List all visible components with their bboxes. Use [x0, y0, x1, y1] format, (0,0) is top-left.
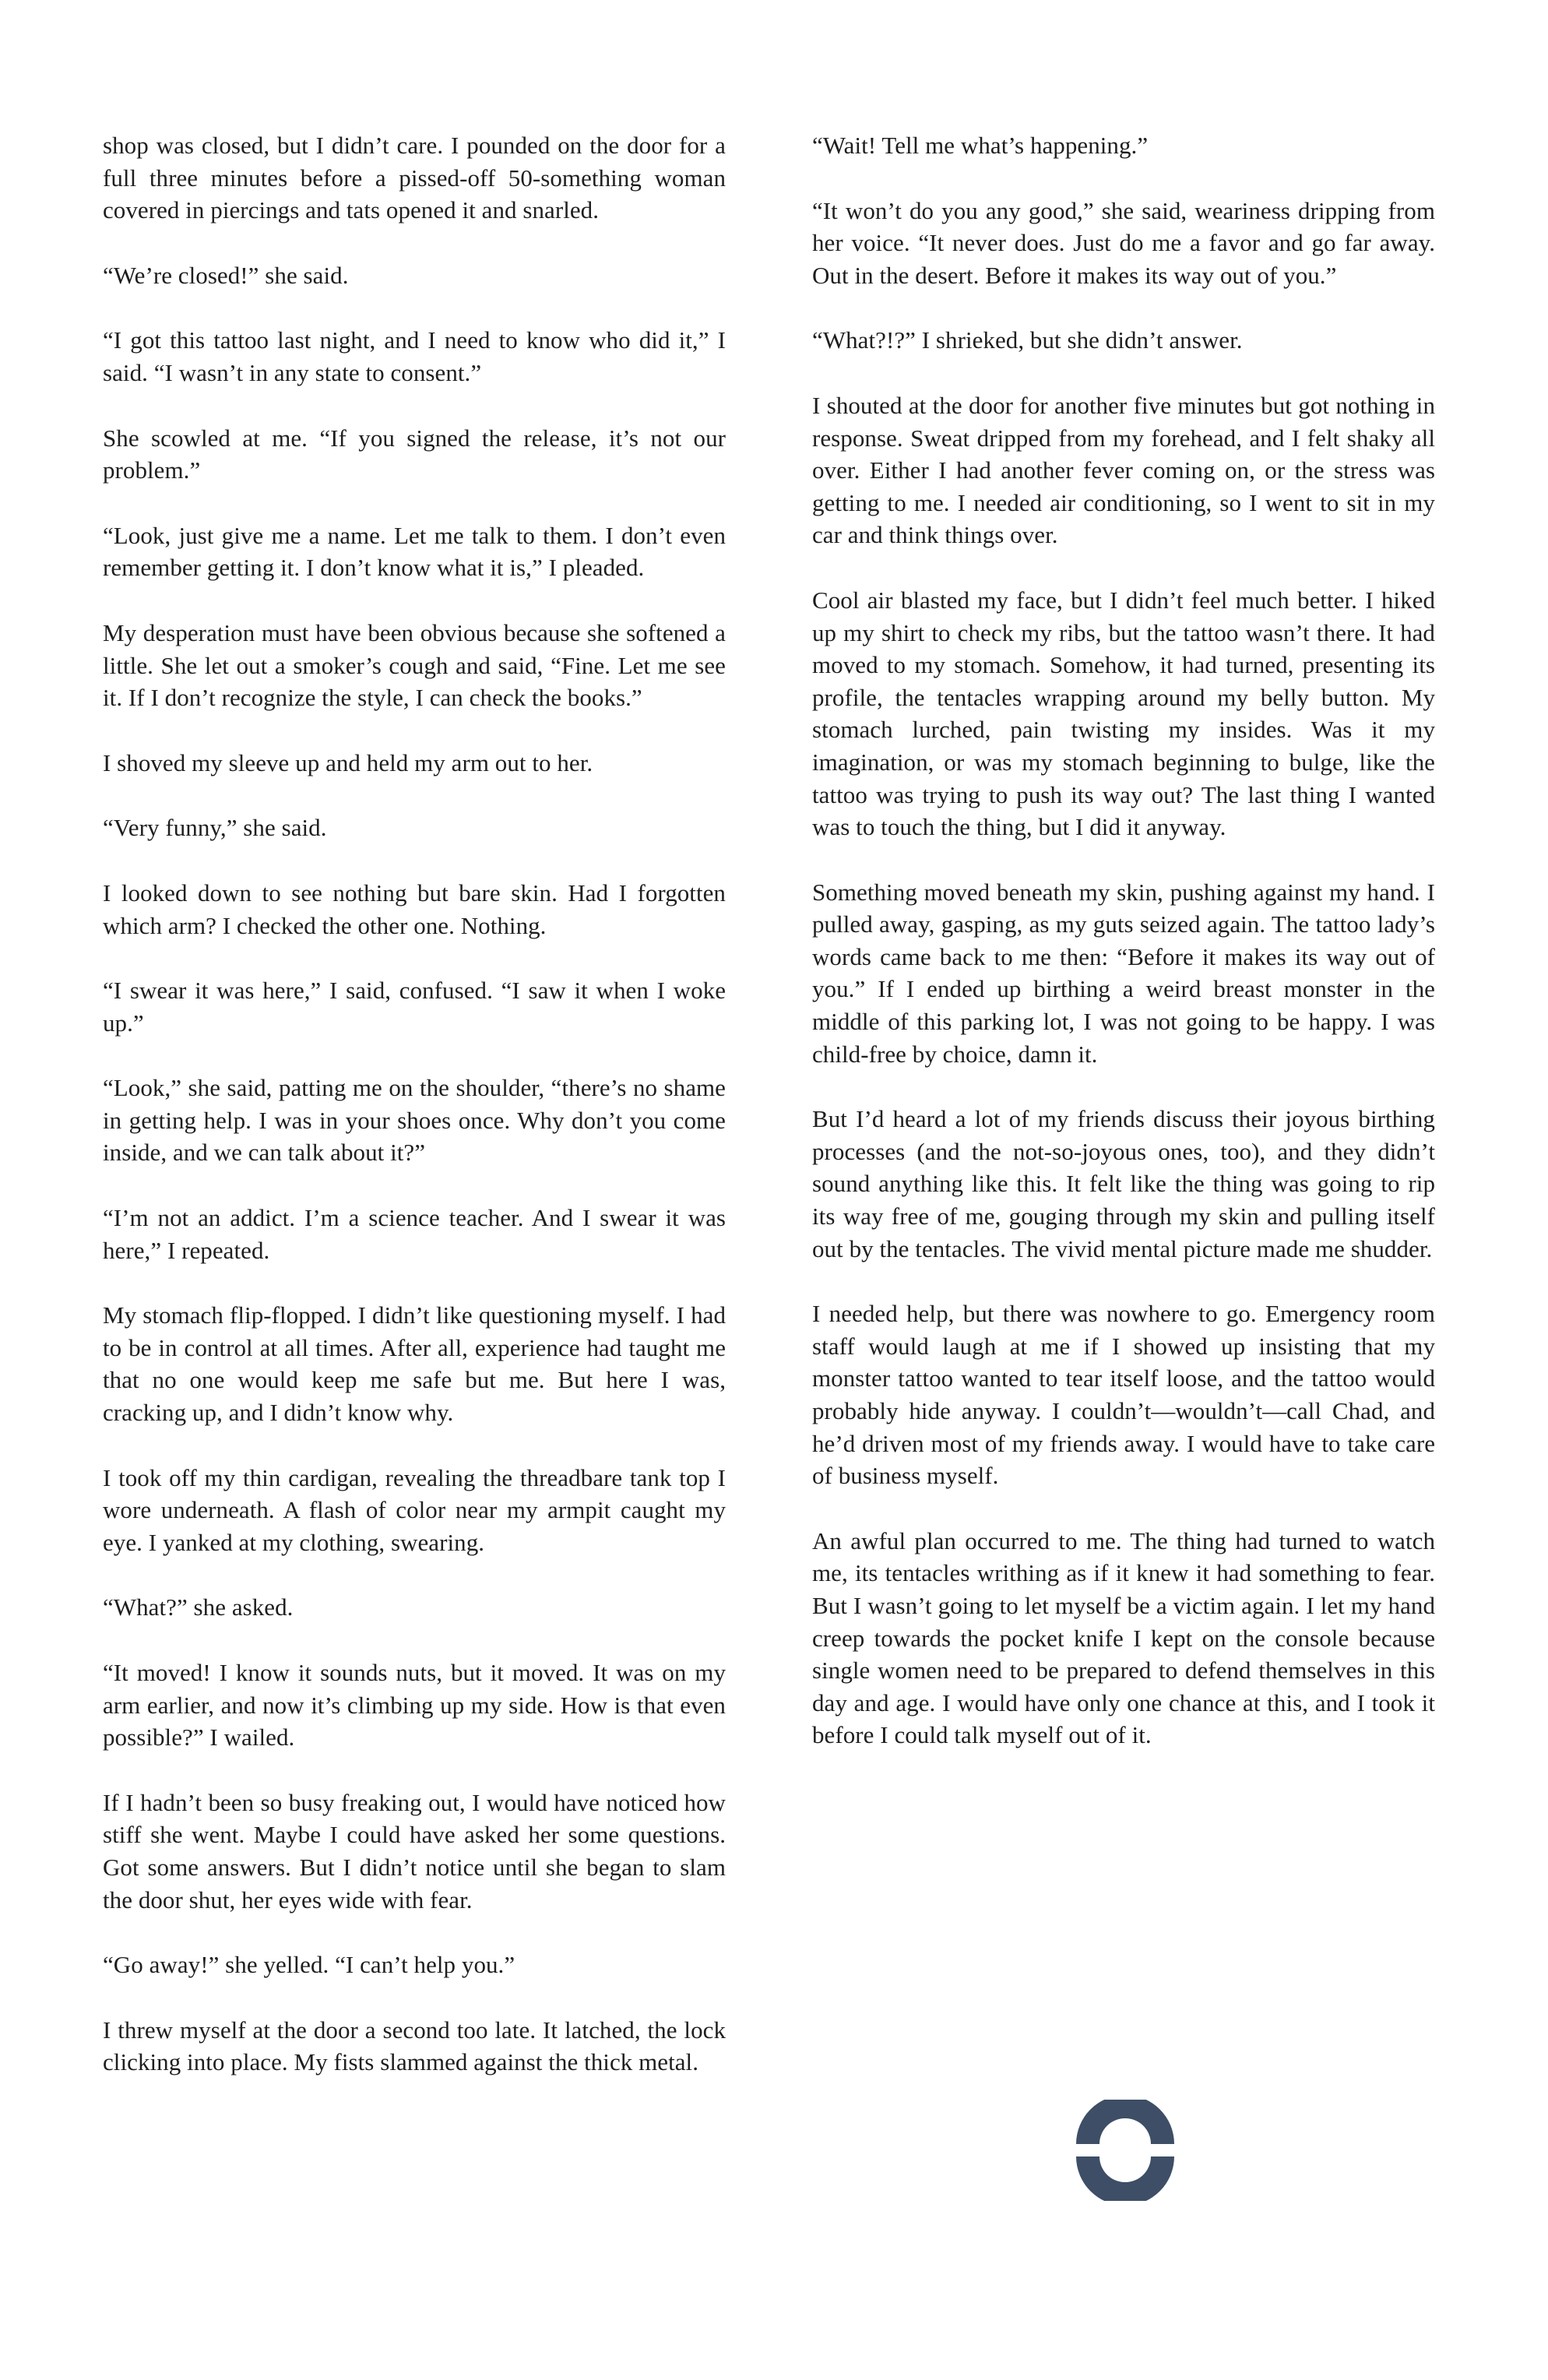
- paragraph: Something moved beneath my skin, pushing against my hand. I pulled away, gasping, as my guts seized again. The tattoo lady’s words came back to me then: “Before it makes its way out of you.” If I ended up birthing a weird breast monster in the middle of this parking lot, I was not going to be happy. I was child-free by choice, damn it.: [812, 878, 1435, 1068]
- paragraph: Cool air blasted my face, but I didn’t feel much better. I hiked up my shirt to check my ribs, but the tattoo wasn’t there. It had moved to my stomach. Somehow, it had turned, presenting its profile, the tentacles wrapping around my belly button. My stomach lurched, pain twisting my insides. Was it my imagination, or was my stomach beginning to bulge, like the tattoo was trying to push its way out? The last thing I wanted was to touch the thing, but I did it anyway.: [812, 586, 1435, 841]
- paragraph: “We’re closed!” she said.: [103, 261, 349, 289]
- paragraph: “I’m not an addict. I’m a science teacher. And I swear it was here,” I repeated.: [103, 1204, 726, 1264]
- right-column: [812, 129, 1435, 1784]
- paragraph: “Go away!” she yelled. “I can’t help you.”: [103, 1951, 515, 1979]
- paragraph: shop was closed, but I didn’t care. I pounded on the door for a full three minutes before a pissed-off 50-something woman covered in piercings and tats opened it and snarled.: [103, 132, 726, 224]
- paragraph: “Look,” she said, patting me on the shoulder, “there’s no shame in getting help. I was in your shoes once. Why don’t you come inside, and we can talk about it?”: [103, 1074, 726, 1167]
- left-column: [103, 129, 726, 2111]
- paragraph: “What?!?” I shrieked, but she didn’t answer.: [812, 326, 1243, 354]
- paragraph: But I’d heard a lot of my friends discuss their joyous birthing processes (and the not-so-joyous ones, too), and they didn’t sound anything like this. It felt like the thing was going to rip its way free of me, gouging through my skin and pulling itself out by the tentacles. The vivid mental picture made me shudder.: [812, 1105, 1435, 1262]
- paragraph: “Look, just give me a name. Let me talk to them. I don’t even remember getting it. I don’t know what it is,” I pleaded.: [103, 521, 726, 582]
- paragraph: If I hadn’t been so busy freaking out, I would have noticed how stiff she went. Maybe I could have asked her some questions. Got some answers. But I didn’t notice until she began to slam the door shut, her eyes wide with fear.: [103, 1788, 726, 1914]
- paragraph: “What?” she asked.: [103, 1593, 294, 1621]
- paragraph: I took off my thin cardigan, revealing the threadbare tank top I wore underneath. A flash of color near my armpit caught my eye. I yanked at my clothing, swearing.: [103, 1463, 726, 1556]
- paragraph: “It moved! I know it sounds nuts, but it moved. It was on my arm earlier, and now it’s climbing up my side. How is that even possible?” I wailed.: [103, 1659, 726, 1752]
- paragraph: “Very funny,” she said.: [103, 814, 327, 842]
- paragraph: “It won’t do you any good,” she said, weariness dripping from her voice. “It never does. Just do me a favor and go far away. Out in the desert. Before it makes its way out of you.”: [812, 196, 1435, 289]
- paragraph: An awful plan occurred to me. The thing had turned to watch me, its tentacles writhing as if it knew it had something to fear. But I wasn’t going to let myself be a victim again. I let my hand creep towards the pocket knife I kept on the console because single women need to be prepared to defend themselves in this day and age. I would have only one chance at this, and I took it before I could talk myself out of it.: [812, 1526, 1435, 1749]
- paragraph: My desperation must have been obvious because she softened a little. She let out a smoker’s cough and said, “Fine. Let me see it. If I don’t recognize the style, I can check the books.”: [103, 618, 726, 712]
- paragraph: I needed help, but there was nowhere to go. Emergency room staff would laugh at me if I showed up insisting that my monster tattoo wanted to tear itself loose, and the tattoo would probably hide anyway. I couldn’t—wouldn’t—call Chad, and he’d driven most of my friends away. I would have to take care of business myself.: [812, 1300, 1435, 1490]
- paragraph: I shoved my sleeve up and held my arm out to her.: [103, 748, 593, 776]
- paragraph: “I got this tattoo last night, and I need to know who did it,” I said. “I wasn’t in any state to consent.”: [103, 326, 726, 386]
- paragraph: “Wait! Tell me what’s happening.”: [812, 132, 1149, 159]
- paragraph: “I swear it was here,” I said, confused. “I saw it when I woke up.”: [103, 977, 726, 1037]
- paragraph: I looked down to see nothing but bare skin. Had I forgotten which arm? I checked the other one. Nothing.: [103, 878, 726, 939]
- paragraph: I threw myself at the door a second too late. It latched, the lock clicking into place. My fists slammed against the thick metal.: [103, 2016, 726, 2076]
- paragraph: She scowled at me. “If you signed the release, it’s not our problem.”: [103, 424, 726, 484]
- paragraph: My stomach flip-flopped. I didn’t like questioning myself. I had to be in control at all times. After all, experience had taught me that no one would keep me safe but me. But here I was, cracking up, and I didn’t know why.: [103, 1301, 726, 1427]
- end-mark-logo-icon: [1075, 2100, 1176, 2201]
- paragraph: I shouted at the door for another five minutes but got nothing in response. Sweat dripped from my forehead, and I felt shaky all over. Either I had another fever coming on, or the stress was getting to me. I needed air conditioning, so I went to sit in my car and think things over.: [812, 391, 1435, 549]
